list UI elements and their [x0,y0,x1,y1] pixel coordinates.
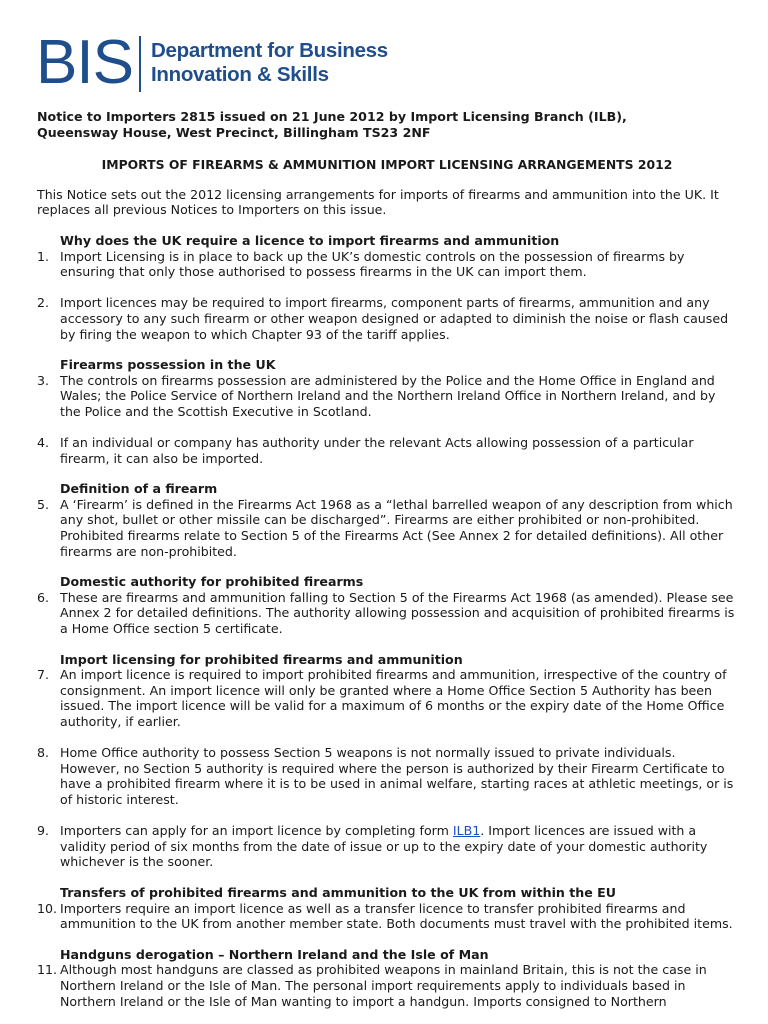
paragraph-number: 1. [37,248,50,264]
paragraph-number: 8. [37,745,50,761]
paragraph-text: Import Licensing is in place to back up the UK’s domestic controls on the possession of firearms by ensuring that only those authorised to possess firearms in the UK can import them. [60,248,685,280]
numbered-paragraph [37,249,737,280]
section-heading: Definition of a firearm [60,481,218,497]
ilb1-form-link[interactable]: ILB1 [452,823,481,839]
document-title: IMPORTS OF FIREARMS & AMMUNITION IMPORT LICENSING ARRANGEMENTS 2012 [101,157,673,173]
paragraph-number: 5. [37,496,50,512]
logo-acronym: BIS [36,28,133,97]
paragraph-number: 11. [37,962,58,978]
section-heading: Why does the UK require a licence to import firearms and ammunition [60,232,560,248]
paragraph-number: 6. [37,589,50,605]
paragraph-text: Although most handguns are classed as prohibited weapons in mainland Britain, this is not the case in Northern Ireland or the Isle of Man. The personal import requirements apply to individuals based in Northern Ireland or the Isle of Man wanting to import a handgun. Imports consigned to Northern [60,962,707,1009]
paragraph-text: Home Office authority to possess Section 5 weapons is not normally issued to private individuals. However, no Section 5 authority is required where the person is authorized by their Firearm Certificate to have a prohibited firearm where it is to be used in animal welfare, starting races at athletic meetings, or is of historic interest. [60,745,734,807]
paragraph-text-end: . Import licences are issued with a validity period of six months from the date of issue or up to the expiry date of your domestic authority whichever is the sooner. [60,823,708,870]
paragraph-text: The controls on firearms possession are administered by the Police and the Home Office in England and Wales; the Police Service of Northern Ireland and the Northern Ireland Office in Northern Ireland, and by the Police and the Scottish Executive in Scotland. [60,372,716,419]
notice-line-2: Queensway House, West Precinct, Billingham TS23 2NF [37,124,431,140]
paragraph-number: 3. [37,372,50,388]
logo-divider [139,36,141,92]
document-body [37,109,737,1009]
numbered-paragraph [37,823,737,870]
paragraph-text: If an individual or company has authority under the relevant Acts allowing possession of a particular firearm, it can also be imported. [60,435,694,466]
numbered-paragraph [37,295,737,342]
section-heading: Transfers of prohibited firearms and ammunition to the UK from within the EU [60,884,616,900]
numbered-paragraph [37,497,737,559]
numbered-paragraph [37,590,737,637]
paragraph-number: 7. [37,667,50,683]
paragraph-number: 4. [37,435,50,451]
paragraph-text-start: Importers can apply for an import licence by completing form [60,823,453,839]
paragraph-text: A ‘Firearm’ is defined in the Firearms Act 1968 as a “lethal barrelled weapon of any description from which any shot, bullet or other missile can be discharged”. Firearms are either prohibited or non-prohibited. Prohibited firearms relate to Section 5 of the Firearms Act (See Annex 2 for detailed definitions). All other firearms are non-prohibited. [60,496,733,559]
section-heading: Import licensing for prohibited firearms and ammunition [60,651,463,667]
section-heading: Domestic authority for prohibited firearms [60,574,364,590]
notice-line-1: Notice to Importers 2815 issued on 21 June 2012 by Import Licensing Branch (ILB), [37,109,627,124]
logo-line-2: Innovation & Skills [151,63,329,86]
logo-line-1: Department for Business [151,39,388,62]
numbered-paragraph [37,435,737,466]
paragraph-text: Importers require an import licence as well as a transfer licence to transfer prohibited firearms and ammunition to the UK from another member state. Both documents must travel with the prohibited items. [60,900,733,932]
numbered-paragraph [37,901,737,932]
numbered-paragraph [37,373,737,420]
intro-paragraph: This Notice sets out the 2012 licensing arrangements for imports of firearms and ammunition into the UK. It replaces all previous Notices to Importers on this issue. [37,186,719,218]
paragraph-text [60,823,737,870]
numbered-paragraph [37,962,737,1009]
paragraph-text: An import licence is required to import prohibited firearms and ammunition, irrespective of the country of consignment. An import licence will only be granted where a Home Office Section 5 Authority has been issued. The import licence will be valid for a maximum of 6 months or the expiry date of the Home Office authority, if earlier. [60,667,727,729]
paragraph-text: These are firearms and ammunition falling to Section 5 of the Firearms Act 1968 (as amended). Please see Annex 2 for detailed definitions. The authority allowing possession and acquisition of prohibited firearms is a Home Office section 5 certificate. [60,589,735,637]
section-heading: Handguns derogation – Northern Ireland and the Isle of Man [60,946,489,962]
paragraph-number: 10. [37,900,58,916]
numbered-paragraph [37,745,737,807]
paragraph-text: Import licences may be required to import firearms, component parts of firearms, ammunition and any accessory to any such firearm or other weapon designed or adapted to diminish the noise or flash caused by firing the weapon to which Chapter 93 of the tariff applies. [60,295,729,342]
paragraph-number: 9. [37,823,50,839]
notice-header [37,109,737,140]
section-heading: Firearms possession in the UK [60,357,276,373]
numbered-paragraph [37,667,737,729]
logo-department-name [151,39,388,87]
paragraph-number: 2. [37,295,50,311]
